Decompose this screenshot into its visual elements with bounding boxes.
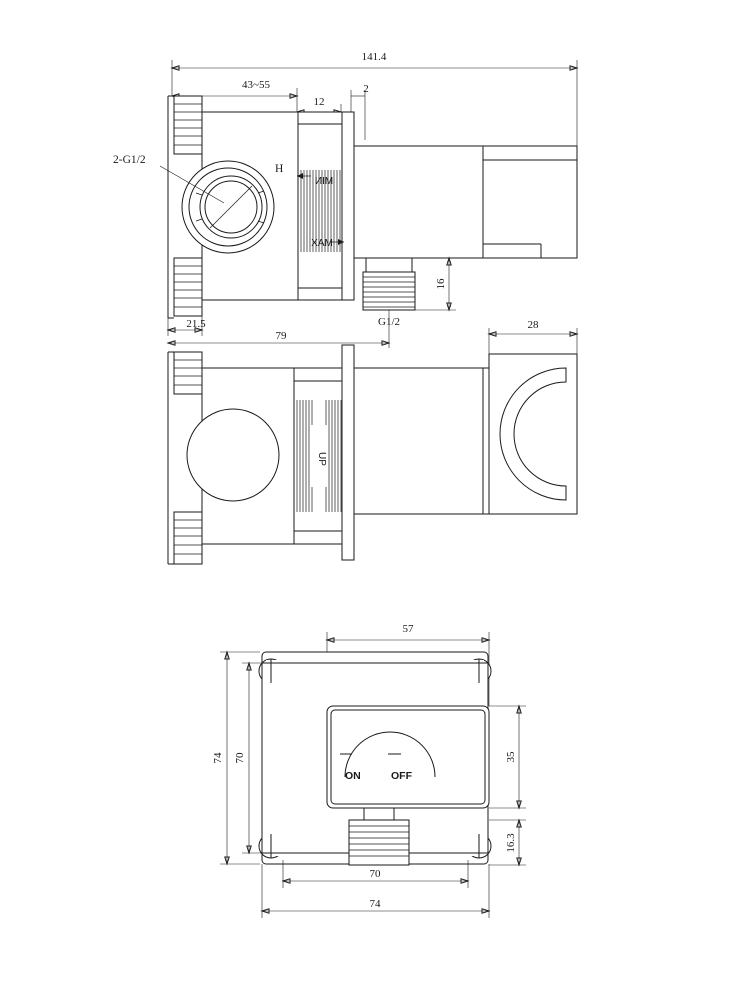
dim-thread-spacing-text: 43~55 (242, 79, 270, 91)
dim-front-width-outer-text: 74 (369, 898, 381, 910)
plan-flange-lower (174, 512, 202, 564)
outlet-thread-label-text: G1/2 (378, 316, 400, 328)
off-mark-text: OFF (391, 770, 412, 782)
on-mark-text: ON (345, 770, 361, 782)
handset-holder (489, 354, 577, 514)
wall-plate-side (342, 112, 354, 300)
dim-outlet-height (415, 258, 456, 310)
dim-body-length-text: 79 (275, 330, 287, 342)
dim-holder-width-text: 28 (527, 319, 539, 331)
hot-mark-text: H (275, 163, 284, 175)
dim-plate-thickness-text: 2 (363, 83, 369, 95)
plan-wall-plate (342, 345, 354, 560)
up-mark-text: UP (316, 452, 327, 466)
min-mark-text: MIN (314, 176, 334, 187)
dim-overall-length-text: 141.4 (361, 51, 387, 63)
spout-housing-side (354, 146, 577, 258)
dim-plate-offset-text: 12 (313, 96, 325, 108)
dim-front-height-inner-text: 70 (234, 752, 246, 764)
dim-inlet-depth-text: 21.5 (186, 318, 206, 330)
top-plan-view (168, 319, 577, 564)
max-mark-text: MAX (311, 238, 333, 249)
dim-holder-width (489, 319, 577, 358)
dim-outlet-projection-text: 16.3 (505, 833, 517, 853)
knob-face (327, 706, 489, 808)
plan-ribbed-sleeve (294, 368, 342, 544)
inlet-flange-upper (174, 96, 202, 154)
dim-knob-height (489, 706, 526, 808)
dim-knob-height-text: 35 (505, 751, 517, 763)
side-elevation-view (113, 51, 577, 348)
dim-front-width-inner-text: 57 (402, 623, 414, 635)
front-elevation-view (212, 623, 526, 918)
dim-outlet-projection (489, 820, 526, 865)
thread-callout-text: 2-G1/2 (113, 154, 146, 166)
ribbed-sleeve-side (298, 112, 342, 300)
inlet-flange-lower (174, 258, 202, 316)
outlet-thread-side (363, 258, 415, 310)
plan-flange-upper (174, 352, 202, 394)
dim-front-width-mid-text: 70 (369, 868, 381, 880)
dim-front-height-outer-text: 74 (212, 752, 224, 764)
dim-front-height-inner (234, 663, 262, 853)
dim-outlet-height-text: 16 (435, 278, 447, 290)
